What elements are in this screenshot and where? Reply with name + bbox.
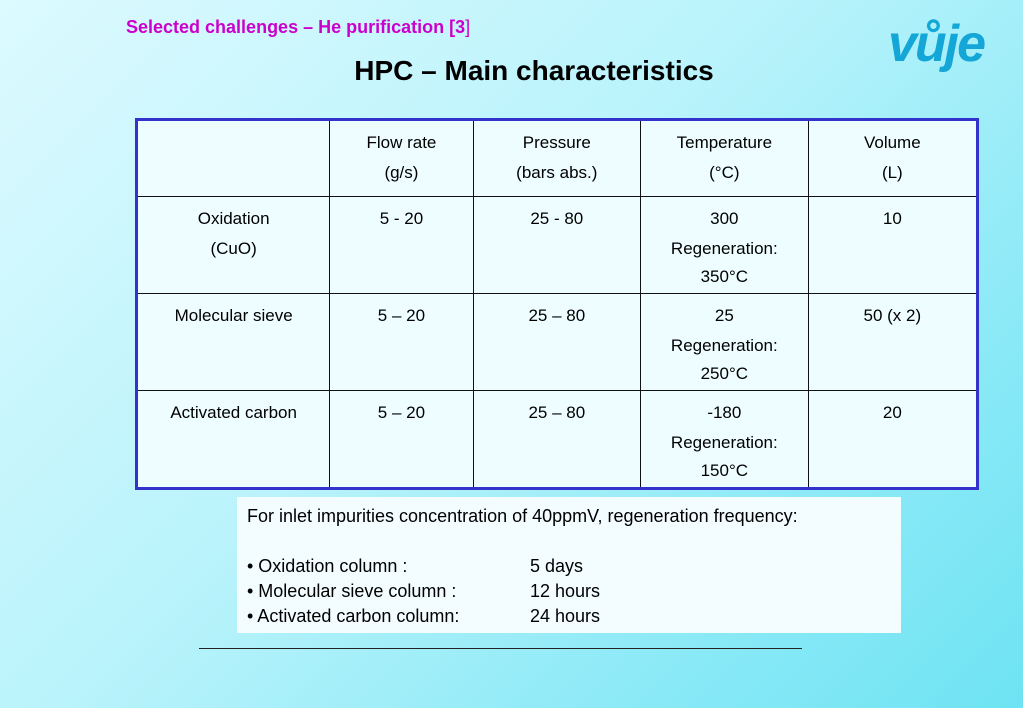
info-item-value: 24 hours bbox=[530, 606, 601, 626]
pressure-cell: 25 – 80 bbox=[473, 391, 640, 489]
volume-cell: 50 (x 2) bbox=[808, 294, 977, 391]
temperature-value: 25 bbox=[714, 306, 734, 325]
flow-rate-cell: 5 - 20 bbox=[330, 197, 473, 294]
regeneration-label: Regeneration: bbox=[670, 239, 778, 258]
temperature-cell bbox=[641, 294, 809, 391]
header-unit: (bars abs.) bbox=[516, 163, 598, 182]
regeneration-temp: 250°C bbox=[700, 364, 749, 383]
regeneration-info-box bbox=[237, 497, 901, 633]
vuje-logo: vůje bbox=[888, 15, 985, 73]
temperature-cell bbox=[641, 197, 809, 294]
regeneration-label: Regeneration: bbox=[670, 336, 778, 355]
table-row bbox=[137, 197, 978, 294]
row-name-cell bbox=[137, 197, 330, 294]
flow-rate-cell: 5 – 20 bbox=[330, 391, 473, 489]
subtitle-bracket: ] bbox=[465, 17, 471, 37]
row-name: Oxidation bbox=[197, 209, 270, 228]
info-item-value: 12 hours bbox=[530, 581, 601, 601]
header-unit: (°C) bbox=[709, 163, 740, 182]
header-label: Pressure bbox=[522, 133, 591, 152]
table-row bbox=[137, 294, 978, 391]
pressure-cell: 25 - 80 bbox=[473, 197, 640, 294]
pressure-cell: 25 – 80 bbox=[473, 294, 640, 391]
slide-title: HPC – Main characteristics bbox=[354, 55, 714, 86]
row-name-sub: (CuO) bbox=[210, 239, 257, 258]
row-name: Molecular sieve bbox=[174, 306, 293, 325]
slide-subtitle bbox=[126, 17, 470, 38]
temperature-value: -180 bbox=[707, 403, 742, 422]
header-volume bbox=[808, 120, 977, 197]
subtitle-text: Selected challenges – He purification [3 bbox=[126, 17, 466, 37]
header-label: Volume bbox=[863, 133, 921, 152]
volume-cell: 10 bbox=[808, 197, 977, 294]
header-temperature bbox=[641, 120, 809, 197]
row-name: Activated carbon bbox=[170, 403, 297, 422]
info-intro: For inlet impurities concentration of 40ppmV, regeneration frequency: bbox=[247, 506, 798, 526]
header-flow-rate bbox=[330, 120, 473, 197]
header-pressure bbox=[473, 120, 640, 197]
header-unit: (L) bbox=[881, 163, 903, 182]
regeneration-label: Regeneration: bbox=[670, 433, 778, 452]
row-name-cell bbox=[137, 294, 330, 391]
flow-rate-cell: 5 – 20 bbox=[330, 294, 473, 391]
header-label: Flow rate bbox=[366, 133, 437, 152]
row-name-cell bbox=[137, 391, 330, 489]
info-item-label: • Oxidation column : bbox=[247, 556, 408, 576]
table-row bbox=[137, 391, 978, 489]
info-item-label: • Activated carbon column: bbox=[247, 606, 460, 626]
header-label: Temperature bbox=[676, 133, 773, 152]
info-item-value: 5 days bbox=[530, 556, 584, 576]
regeneration-temp: 150°C bbox=[700, 461, 749, 480]
info-item-label: • Molecular sieve column : bbox=[247, 581, 457, 601]
characteristics-table bbox=[135, 118, 979, 490]
volume-cell: 20 bbox=[808, 391, 977, 489]
table-header-row bbox=[137, 120, 978, 197]
temperature-value: 300 bbox=[710, 209, 739, 228]
temperature-cell bbox=[641, 391, 809, 489]
regeneration-temp: 350°C bbox=[700, 267, 749, 286]
footer-divider bbox=[199, 648, 802, 649]
header-unit: (g/s) bbox=[384, 163, 419, 182]
header-cell-empty bbox=[137, 120, 330, 197]
